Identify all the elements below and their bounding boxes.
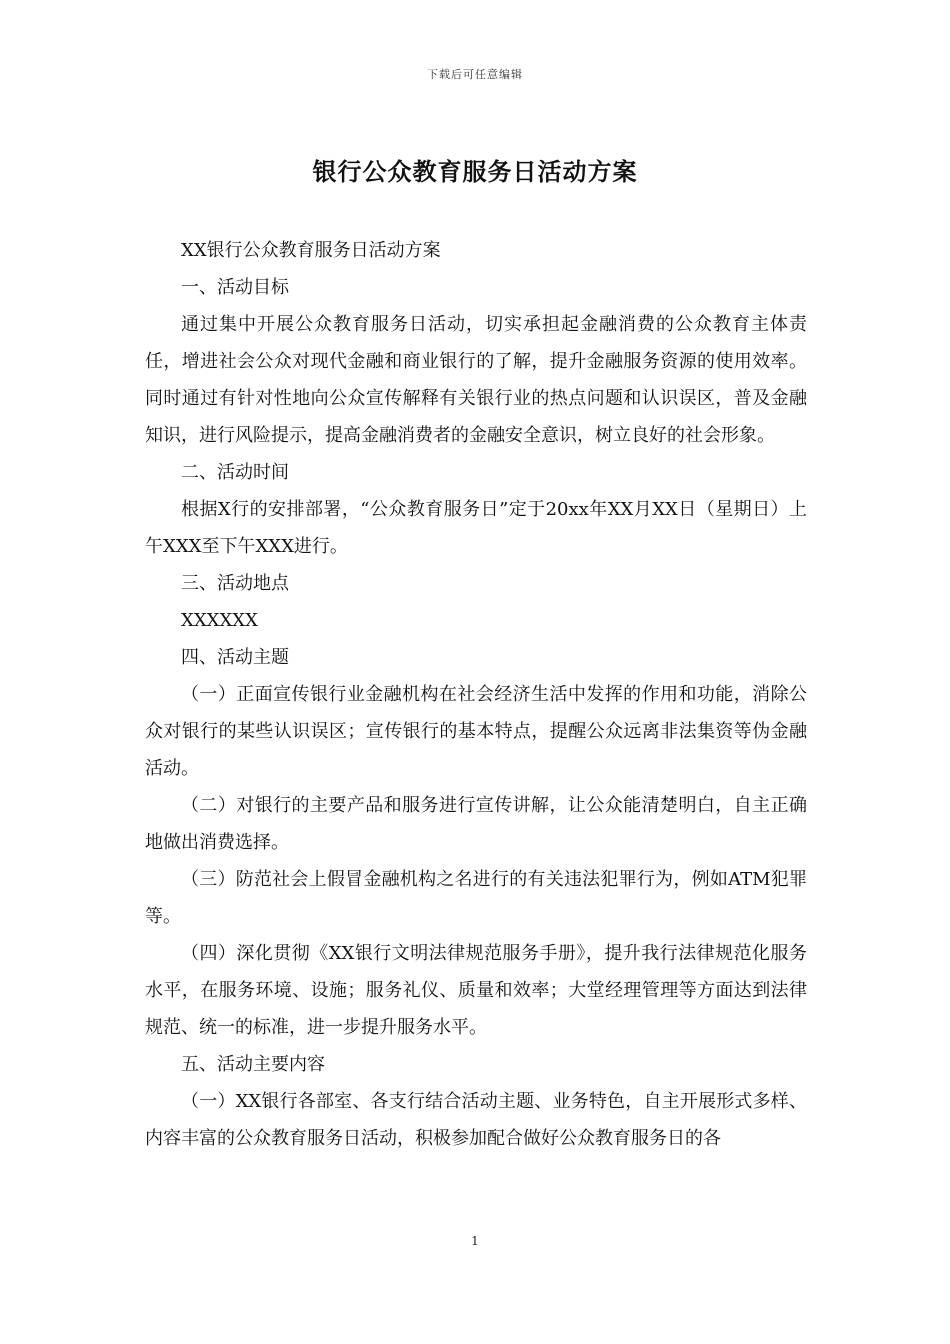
paragraph-activity-time: 根据X行的安排部署，“公众教育服务日”定于20xx年XX月XX日（星期日）上午XXX至下午XXX进行。 (145, 499, 807, 557)
heading-activity-location: 三、活动地点 (181, 573, 289, 594)
paragraph-theme-4: （四）深化贯彻《XX银行文明法律规范服务手册》，提升我行法律规范化服务水平，在服务环境、设施；服务礼仪、质量和效率；大堂经理管理等方面达到法律规范、统一的标准，进一步提升服务水平。 (145, 943, 807, 1038)
page-header-note: 下载后可任意编辑 (427, 68, 523, 81)
paragraph-content-1: （一）XX银行各部室、各支行结合活动主题、业务特色，自主开展形式多样、内容丰富的公众教育服务日活动，积极参加配合做好公众教育服务日的各 (145, 1091, 807, 1149)
paragraph-theme-1: （一）正面宣传银行业金融机构在社会经济生活中发挥的作用和功能，消除公众对银行的某些认识误区；宣传银行的基本特点，提醒公众远离非法集资等伪金融活动。 (145, 684, 807, 779)
heading-activity-goal: 一、活动目标 (181, 277, 289, 298)
paragraph-activity-location: XXXXXX (181, 610, 258, 631)
paragraph-theme-2: （二）对银行的主要产品和服务进行宣传讲解，让公众能清楚明白，自主正确地做出消费选择。 (145, 795, 807, 853)
heading-main-content: 五、活动主要内容 (181, 1054, 325, 1075)
page-number: 1 (471, 1234, 479, 1248)
document-body (145, 232, 807, 1157)
paragraph-theme-3: （三）防范社会上假冒金融机构之名进行的有关违法犯罪行为，例如ATM犯罪等。 (145, 869, 807, 927)
paragraph-doc-subtitle: XX银行公众教育服务日活动方案 (181, 240, 441, 261)
document-title: 银行公众教育服务日活动方案 (312, 158, 638, 186)
heading-activity-time: 二、活动时间 (181, 462, 289, 483)
heading-activity-theme: 四、活动主题 (181, 647, 289, 668)
paragraph-activity-goal: 通过集中开展公众教育服务日活动，切实承担起金融消费的公众教育主体责任，增进社会公众对现代金融和商业银行的了解，提升金融服务资源的使用效率。同时通过有针对性地向公众宣传解释有关银行业的热点问题和认识误区，普及金融知识，进行风险提示，提高金融消费者的金融安全意识，树立良好的社会形象。 (145, 314, 807, 446)
